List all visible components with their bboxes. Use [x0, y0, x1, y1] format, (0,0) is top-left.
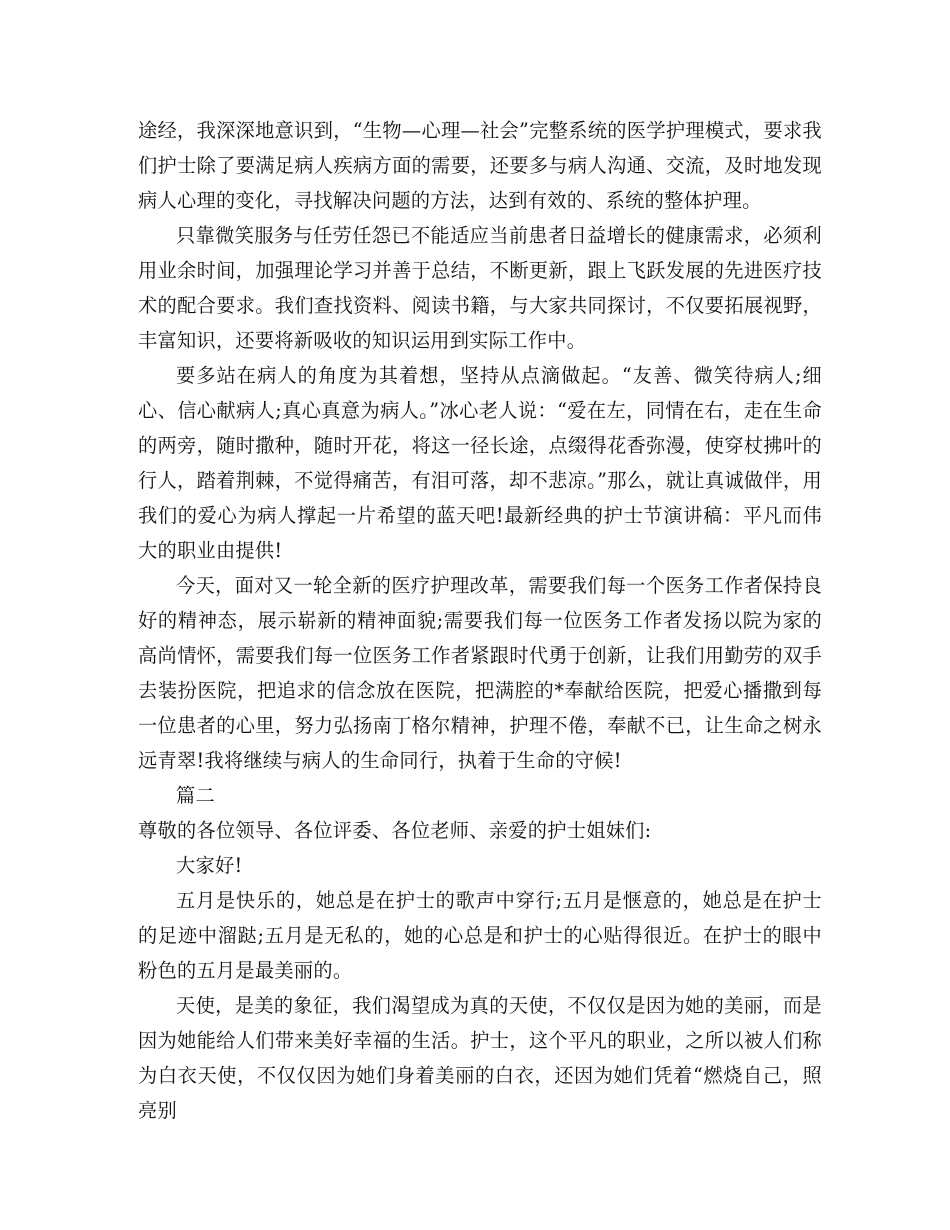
paragraph-angel: 天使，是美的象征，我们渴望成为真的天使，不仅仅是因为她的美丽，而是因为她能给人们带来美好幸福的生活。护士，这个平凡的职业，之所以被人们称为白衣天使，不仅仅因为她们身着美丽的白衣，还因为她们凭着“燃烧自己，照亮别 [138, 994, 822, 1122]
paragraph-continuation: 途经，我深深地意识到，“生物—心理—社会”完整系统的医学护理模式，要求我们护士除了要满足病人疾病方面的需要，还要多与病人沟通、交流，及时地发现病人心理的变化，寻找解决问题的方法，达到有效的、系统的整体护理。 [138, 119, 822, 212]
paragraph-medical-reform: 今天，面对又一轮全新的医疗护理改革，需要我们每一个医务工作者保持良好的精神态，展示崭新的精神面貌;需要我们每一位医务工作者发扬以院为家的高尚情怀，需要我们每一位医务工作者紧跟时代勇于创新，让我们用勤劳的双手去装扮医院，把追求的信念放在医院，把满腔的*奉献给医院，把爱心播撒到每一位患者的心里，努力弘扬南丁格尔精神，护理不倦，奉献不已，让生命之树永远青翠!我将继续与病人的生命同行，执着于生命的守候! [138, 574, 822, 772]
greeting: 大家好! [176, 854, 243, 877]
paragraph-may: 五月是快乐的，她总是在护士的歌声中穿行;五月是惬意的，她总是在护士的足迹中溜跶;五月是无私的，她的心总是和护士的心贴得很近。在护士的眼中粉色的五月是最美丽的。 [138, 889, 822, 982]
document-page [138, 113, 822, 1128]
section-heading: 篇二 [176, 784, 215, 807]
paragraph-patient-perspective: 要多站在病人的角度为其着想，坚持从点滴做起。“友善、微笑待病人;细心、信心献病人;真心真意为病人。”冰心老人说：“爱在左，同情在右，走在生命的两旁，随时撒种，随时开花，将这一径长途，点缀得花香弥漫，使穿杖拂叶的行人，踏着荆棘，不觉得痛苦，有泪可落，却不悲凉。”那么，就让真诚做伴，用我们的爱心为病人撑起一片希望的蓝天吧!最新经典的护士节演讲稿：平凡而伟大的职业由提供! [138, 364, 822, 562]
salutation: 尊敬的各位领导、各位评委、各位老师、亲爱的护士姐妹们: [138, 819, 652, 842]
paragraph-self-improvement: 只靠微笑服务与任劳任怨已不能适应当前患者日益增长的健康需求，必须利用业余时间，加强理论学习并善于总结，不断更新，跟上飞跃发展的先进医疗技术的配合要求。我们查找资料、阅读书籍，与大家共同探讨，不仅要拓展视野，丰富知识，还要将新吸收的知识运用到实际工作中。 [138, 224, 822, 352]
